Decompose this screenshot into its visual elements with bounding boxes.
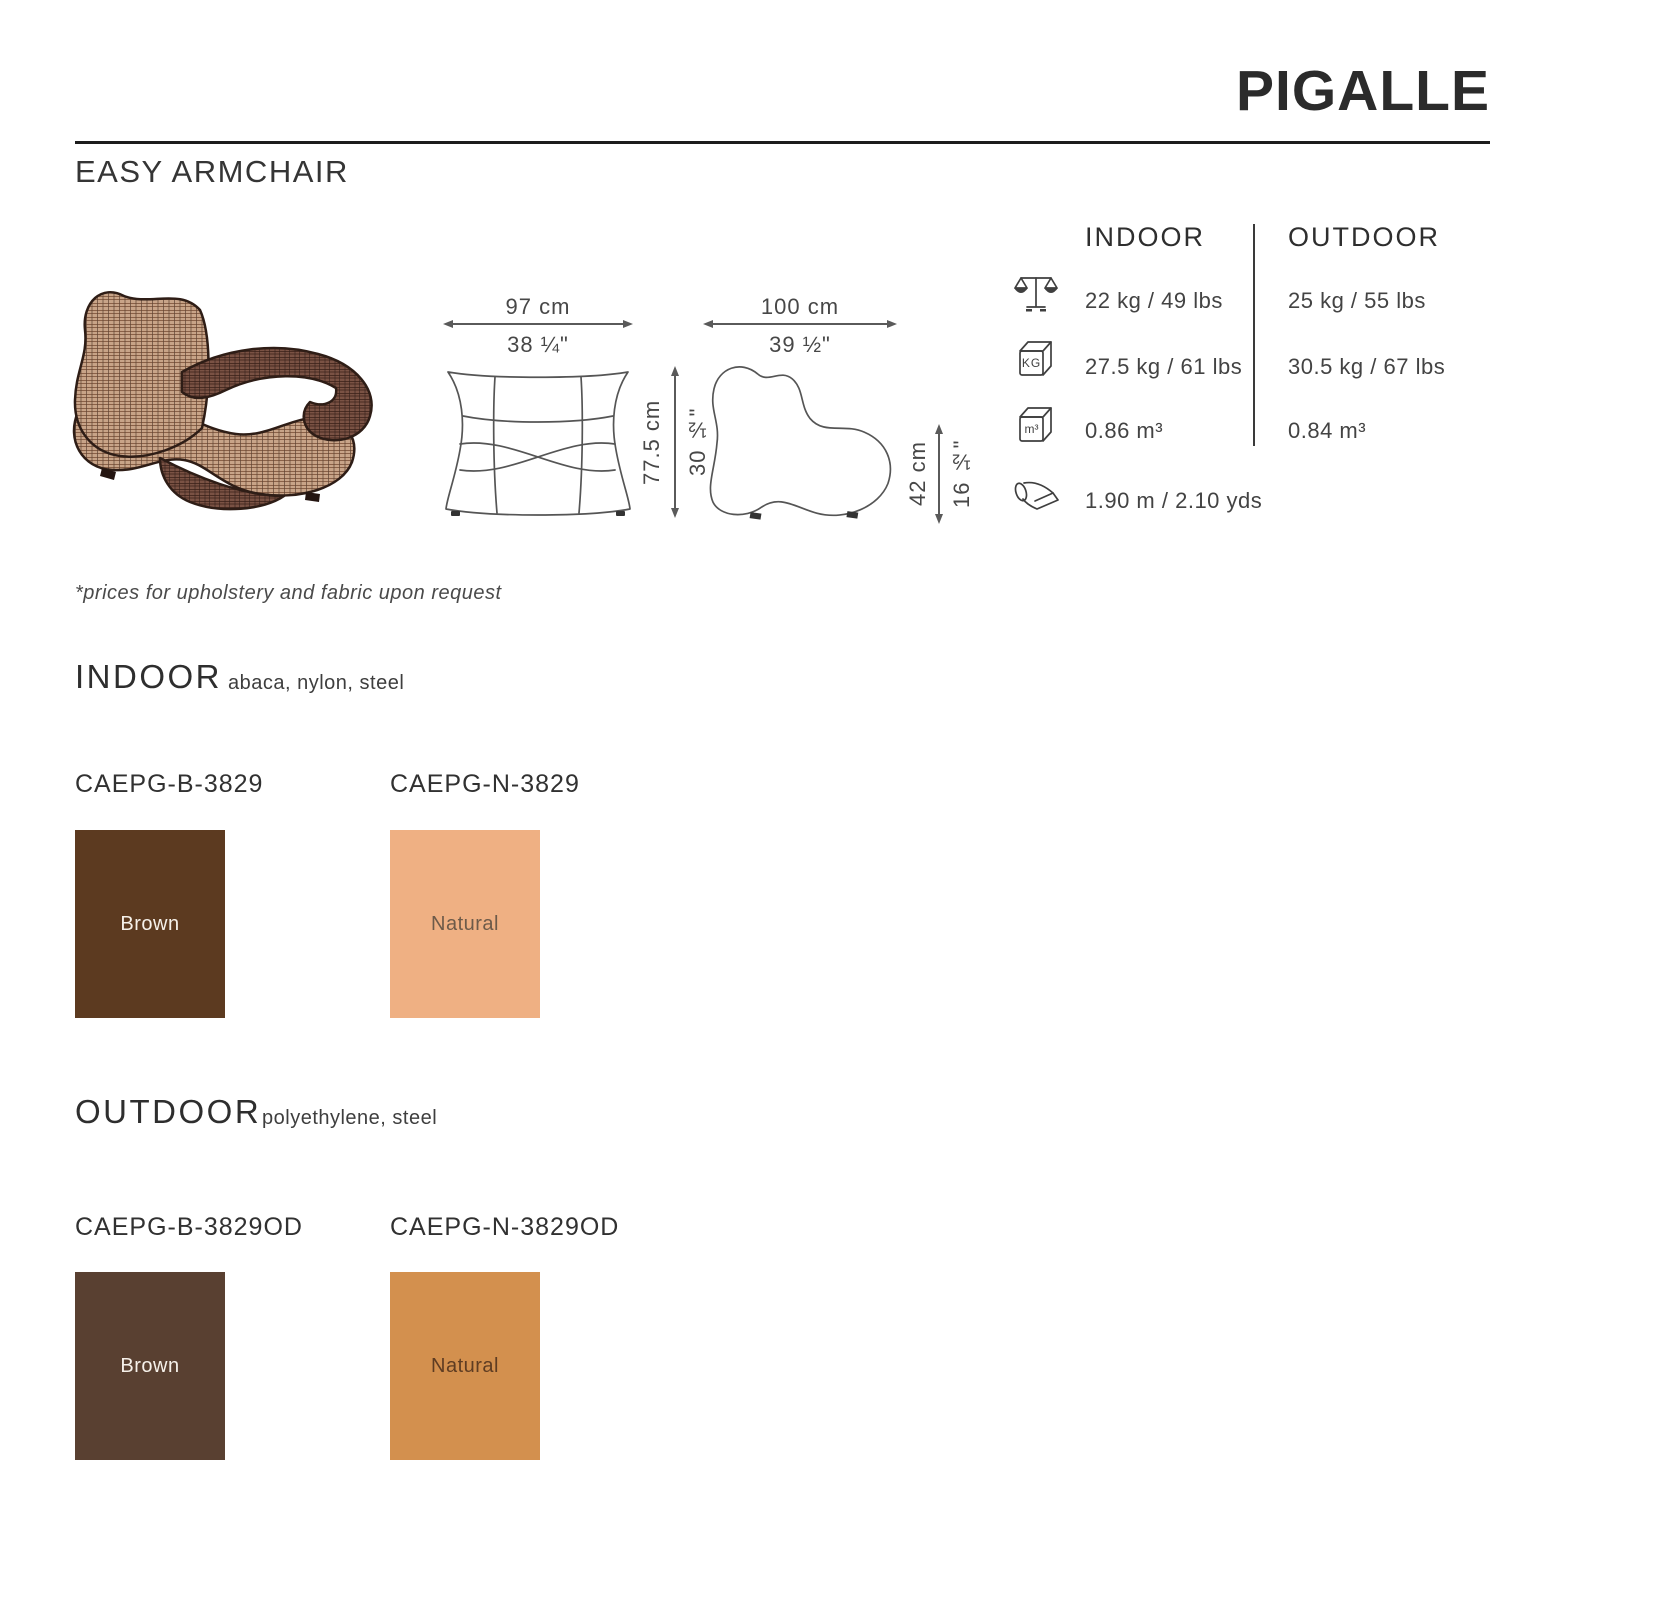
front-width-cm: 97 cm <box>505 294 571 319</box>
front-height-in: 30 ½" <box>685 407 710 477</box>
side-depth-cm: 100 cm <box>760 294 840 319</box>
outdoor-brown-swatch <box>75 1272 225 1460</box>
volume-box-icon <box>1015 404 1059 448</box>
armchair-photo-illustration <box>62 260 392 540</box>
front-height-cm: 77.5 cm <box>639 399 664 485</box>
outdoor-materials: polyethylene, steel <box>262 1107 438 1129</box>
spec-packed-weight-outdoor: 30.5 kg / 67 lbs <box>1288 354 1446 379</box>
swatch-label: Natural <box>431 912 499 935</box>
front-width-dimension-line <box>443 320 633 328</box>
m3-box-label: m³ <box>1024 422 1039 436</box>
brand-title: PIGALLE <box>1235 59 1490 123</box>
swatch-label: Brown <box>120 912 180 935</box>
side-seat-height-dimension-line <box>934 424 944 524</box>
indoor-section-title: INDOOR <box>75 658 222 695</box>
arrowhead-left <box>703 320 713 328</box>
front-view-drawing <box>443 366 633 518</box>
indoor-materials: abaca, nylon, steel <box>228 672 405 694</box>
spec-weight-outdoor: 25 kg / 55 lbs <box>1288 288 1426 313</box>
indoor-brown-swatch <box>75 830 225 1018</box>
spec-column-indoor: INDOOR <box>1085 222 1205 252</box>
outdoor-natural-swatch <box>390 1272 540 1460</box>
outdoor-section-title: OUTDOOR <box>75 1093 262 1130</box>
arrowhead-left <box>443 320 453 328</box>
spec-column-outdoor: OUTDOOR <box>1288 222 1440 252</box>
product-photo <box>62 260 392 540</box>
swatch-label: Brown <box>120 1354 180 1377</box>
front-width-in: 38 ¼" <box>507 332 569 357</box>
price-note: *prices for upholstery and fabric upon request <box>75 582 502 604</box>
spec-packed-weight-indoor: 27.5 kg / 61 lbs <box>1085 354 1243 379</box>
arrowhead-down <box>671 508 679 518</box>
side-depth-dimension-line <box>703 320 897 328</box>
header-divider <box>75 141 1490 144</box>
arrowhead-right <box>887 320 897 328</box>
side-depth-in: 39 ½" <box>769 332 831 357</box>
spec-table-divider <box>1253 224 1255 446</box>
product-name: EASY ARMCHAIR <box>75 154 349 189</box>
indoor-natural-swatch <box>390 830 540 1018</box>
indoor-natural-code: CAEPG-N-3829 <box>390 770 580 798</box>
packed-weight-box-icon <box>1015 338 1059 382</box>
arrowhead-up <box>671 366 679 376</box>
kg-box-label: KG <box>1021 356 1042 370</box>
arrowhead-up <box>935 424 943 434</box>
chair-foot <box>305 492 320 502</box>
swatch-label: Natural <box>431 1354 499 1377</box>
front-height-dimension-line <box>670 366 680 518</box>
outdoor-brown-code: CAEPG-B-3829OD <box>75 1213 303 1241</box>
spec-fabric-indoor: 1.90 m / 2.10 yds <box>1085 488 1263 513</box>
spec-weight-indoor: 22 kg / 49 lbs <box>1085 288 1223 313</box>
spec-volume-outdoor: 0.84 m³ <box>1288 418 1367 443</box>
outdoor-natural-code: CAEPG-N-3829OD <box>390 1213 620 1241</box>
side-seat-height-cm: 42 cm <box>905 441 930 507</box>
indoor-brown-code: CAEPG-B-3829 <box>75 770 264 798</box>
arrowhead-down <box>935 514 943 524</box>
side-view-drawing <box>700 358 900 526</box>
spec-volume-indoor: 0.86 m³ <box>1085 418 1164 443</box>
weight-scale-icon <box>1013 272 1059 314</box>
side-seat-height-in: 16 ½" <box>949 439 974 509</box>
fabric-roll-icon <box>1011 478 1061 514</box>
arrowhead-right <box>623 320 633 328</box>
